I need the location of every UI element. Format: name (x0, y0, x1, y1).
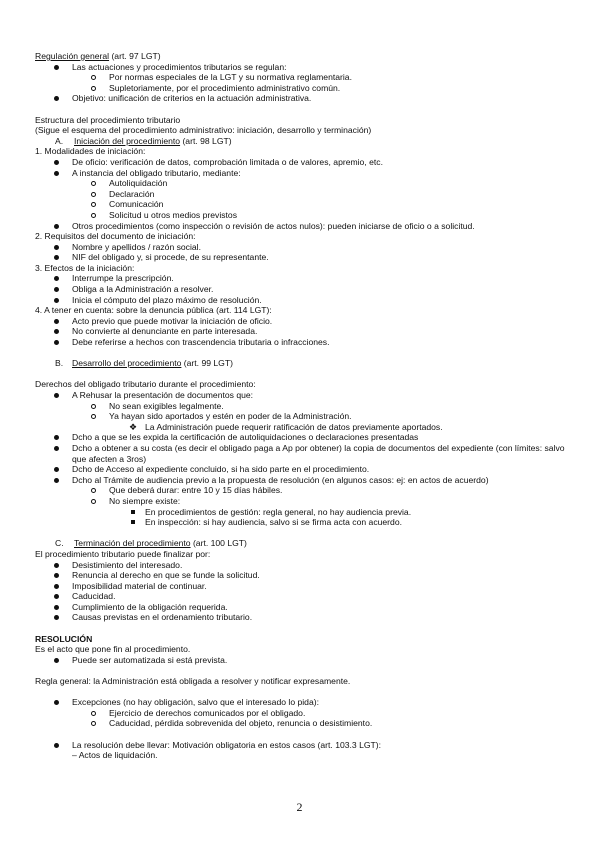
list-item: Ejercicio de derechos comunicados por el obligado. (35, 708, 573, 719)
circle-bullet-icon (91, 499, 96, 504)
bullet-icon (54, 96, 59, 101)
list-item: – Actos de liquidación. (72, 750, 158, 761)
list-item: Cumplimiento de la obligación requerida. (35, 602, 573, 613)
square-bullet-icon (131, 520, 135, 524)
bullet-icon (54, 594, 59, 599)
list-item: Comunicación (35, 199, 573, 210)
square-bullet-icon (131, 510, 135, 514)
subsection-heading-iniciacion: A. Iniciación del procedimiento (art. 98 LGT) (55, 135, 232, 146)
list-item: Interrumpe la prescripción. (35, 273, 573, 284)
list-item: Nombre y apellidos / razón social. (35, 242, 573, 253)
section-subtitle: (Sigue el esquema del procedimiento administrativo: iniciación, desarrollo y terminación) (35, 125, 372, 136)
bullet-icon (54, 467, 59, 472)
list-item: De oficio: verificación de datos, comprobación limitada o de valores, apremio, etc. (35, 157, 573, 168)
list-item: ❖ La Administración puede requerir ratificación de datos previamente aportados. (129, 421, 443, 432)
list-item: Caducidad, pérdida sobrevenida del objeto, renuncia o desistimiento. (35, 718, 573, 729)
circle-bullet-icon (91, 75, 96, 80)
section-heading-derechos: Derechos del obligado tributario durante el procedimiento: (35, 379, 256, 390)
list-item: Dcho de Acceso al expediente concluido, si ha sido parte en el procedimiento. (35, 464, 573, 475)
numbered-item: 1. Modalidades de iniciación: (35, 146, 146, 157)
bullet-icon (54, 287, 59, 292)
bullet-icon (54, 319, 59, 324)
circle-bullet-icon (91, 721, 96, 726)
subsection-heading-terminacion: C. Terminación del procedimiento (art. 100 LGT) (55, 538, 247, 549)
section-heading-estructura: Estructura del procedimiento tributario (35, 114, 181, 125)
bullet-icon (54, 563, 59, 568)
list-item: Caducidad. (35, 591, 573, 602)
list-item: Las actuaciones y procedimientos tributarios se regulan: (35, 62, 573, 73)
bullet-icon (54, 329, 59, 334)
bullet-icon (54, 245, 59, 250)
list-item: En inspección: si hay audiencia, salvo si se firma acta con acuerdo. (35, 517, 573, 528)
list-item: Autoliquidación (35, 178, 573, 189)
bullet-icon (54, 573, 59, 578)
list-item: Dcho a obtener a su costa (es decir el obligado paga a Ap por obtener) la copia de documentos del expediente (con límites: salvo que afecten a 3ros) (35, 443, 572, 464)
bullet-icon (54, 658, 59, 663)
list-item: Desistimiento del interesado. (35, 560, 573, 571)
bullet-icon (54, 615, 59, 620)
list-item: Ya hayan sido aportados y estén en poder de la Administración. (35, 411, 573, 422)
bullet-icon (54, 700, 59, 705)
bullet-icon (54, 340, 59, 345)
list-item: La resolución debe llevar: Motivación obligatoria en estos casos (art. 103.3 LGT): (35, 740, 573, 751)
page-number: 2 (296, 800, 303, 814)
subsection-heading-desarrollo: B. Desarrollo del procedimiento (art. 99 LGT) (55, 358, 233, 369)
document-body (35, 51, 573, 761)
bullet-icon (54, 478, 59, 483)
list-item: Inicia el cómputo del plazo máximo de resolución. (35, 295, 573, 306)
bullet-icon (54, 393, 59, 398)
circle-bullet-icon (91, 404, 96, 409)
diamond-bullet-icon: ❖ (129, 421, 138, 432)
bullet-icon (54, 605, 59, 610)
numbered-item: 2. Requisitos del documento de iniciación: (35, 231, 196, 242)
list-item: Objetivo: unificación de criterios en la actuación administrativa. (35, 93, 573, 104)
numbered-item: 4. A tener en cuenta: sobre la denuncia pública (art. 114 LGT): (35, 305, 272, 316)
bullet-icon (54, 276, 59, 281)
list-item: En procedimientos de gestión: regla general, no hay audiencia previa. (35, 507, 573, 518)
list-item: Dcho a que se les expida la certificación de autoliquidaciones o declaraciones presentadas (35, 432, 573, 443)
bullet-icon (54, 255, 59, 260)
list-item: Por normas especiales de la LGT y su normativa reglamentaria. (35, 72, 573, 83)
bullet-icon (54, 435, 59, 440)
circle-bullet-icon (91, 488, 96, 493)
list-item: Imposibilidad material de continuar. (35, 581, 573, 592)
section-heading-regulacion: Regulación general (art. 97 LGT) (35, 51, 161, 61)
section-heading-resolucion: RESOLUCIÓN (35, 633, 93, 644)
list-item: Acto previo que puede motivar la iniciación de oficio. (35, 316, 573, 327)
bullet-icon (54, 65, 59, 70)
list-item: Que deberá durar: entre 10 y 15 días hábiles. (35, 485, 573, 496)
bullet-icon (54, 584, 59, 589)
list-item: Otros procedimientos (como inspección o revisión de actos nulos): pueden iniciarse de oficio o a solicitud. (35, 221, 573, 232)
list-item: Solicitud u otros medios previstos (35, 210, 573, 221)
list-item: No siempre existe: (35, 496, 573, 507)
circle-bullet-icon (91, 192, 96, 197)
list-item: Debe referirse a hechos con trascendencia tributaria o infracciones. (35, 337, 573, 348)
list-item: No sean exigibles legalmente. (35, 401, 573, 412)
paragraph: Regla general: la Administración está obligada a resolver y notificar expresamente. (35, 676, 351, 687)
bullet-icon (54, 171, 59, 176)
list-item: Supletoriamente, por el procedimiento administrativo común. (35, 83, 573, 94)
circle-bullet-icon (91, 202, 96, 207)
list-item: A Rehusar la presentación de documentos que: (35, 390, 573, 401)
bullet-icon (54, 160, 59, 165)
list-item: Obliga a la Administración a resolver. (35, 284, 573, 295)
bullet-icon (54, 743, 59, 748)
circle-bullet-icon (91, 213, 96, 218)
list-item: Renuncia al derecho en que se funde la solicitud. (35, 570, 573, 581)
bullet-icon (54, 298, 59, 303)
circle-bullet-icon (91, 181, 96, 186)
paragraph: El procedimiento tributario puede finalizar por: (35, 548, 211, 559)
circle-bullet-icon (91, 86, 96, 91)
list-item: Excepciones (no hay obligación, salvo que el interesado lo pida): (35, 697, 573, 708)
list-item: No convierte al denunciante en parte interesada. (35, 326, 573, 337)
list-item: NIF del obligado y, si procede, de su representante. (35, 252, 573, 263)
list-item: Declaración (35, 189, 573, 200)
bullet-icon (54, 446, 59, 451)
circle-bullet-icon (91, 711, 96, 716)
list-item: Dcho al Trámite de audiencia previo a la propuesta de resolución (en algunos casos: ej: en actos de acuerdo) (35, 475, 573, 486)
list-item: A instancia del obligado tributario, mediante: (35, 168, 573, 179)
paragraph: Es el acto que pone fin al procedimiento. (35, 644, 191, 655)
numbered-item: 3. Efectos de la iniciación: (35, 262, 135, 273)
list-item: Causas previstas en el ordenamiento tributario. (35, 612, 573, 623)
list-item: Puede ser automatizada si está prevista. (35, 655, 573, 666)
bullet-icon (54, 224, 59, 229)
circle-bullet-icon (91, 414, 96, 419)
